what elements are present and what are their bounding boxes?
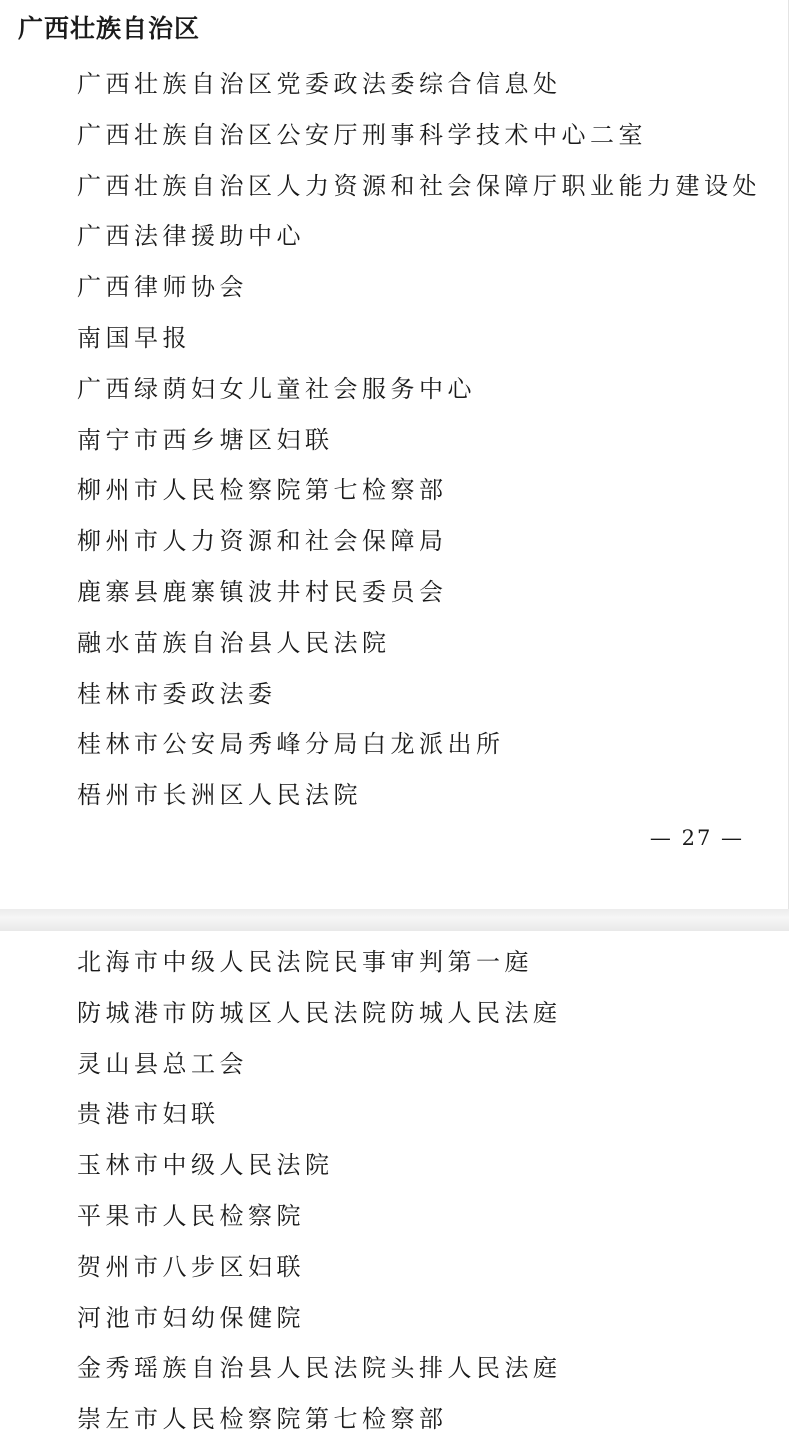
organization-entry: 平果市人民检察院 [77, 1201, 305, 1230]
organization-entry: 梧州市长洲区人民法院 [77, 781, 362, 810]
organization-entry: 鹿寨县鹿寨镇波井村民委员会 [77, 577, 448, 606]
organization-entry: 广西壮族自治区人力资源和社会保障厅职业能力建设处 [77, 171, 761, 200]
organization-entry: 贵港市妇联 [77, 1100, 220, 1129]
organization-entry: 南宁市西乡塘区妇联 [77, 425, 334, 454]
organization-entry: 柳州市人力资源和社会保障局 [77, 527, 448, 556]
organization-entry: 贺州市八步区妇联 [77, 1252, 305, 1281]
organization-entry: 广西壮族自治区党委政法委综合信息处 [77, 70, 562, 98]
organization-entry: 灵山县总工会 [77, 1049, 248, 1078]
organization-entry: 桂林市公安局秀峰分局白龙派出所 [77, 730, 505, 759]
organization-entry: 防城港市防城区人民法院防城人民法庭 [77, 998, 562, 1027]
organization-entry: 玉林市中级人民法院 [77, 1151, 334, 1180]
organization-entry: 河池市妇幼保健院 [77, 1303, 305, 1332]
organization-entry: 崇左市人民检察院第七检察部 [77, 1405, 448, 1434]
page-separator [0, 909, 789, 931]
organization-entry: 广西律师协会 [77, 273, 248, 302]
organization-entry: 金秀瑶族自治县人民法院头排人民法庭 [77, 1354, 562, 1383]
organization-list-bottom [77, 937, 562, 1445]
organization-entry: 柳州市人民检察院第七检察部 [77, 476, 448, 505]
region-heading: 广西壮族自治区 [18, 14, 201, 43]
organization-list-top [77, 59, 761, 821]
organization-entry: 桂林市委政法委 [77, 679, 277, 708]
organization-entry: 南国早报 [77, 323, 191, 352]
organization-entry: 广西绿荫妇女儿童社会服务中心 [77, 374, 476, 403]
organization-entry: 融水苗族自治县人民法院 [77, 628, 391, 657]
page-number: — 27 — [649, 826, 744, 850]
organization-entry: 广西法律援助中心 [77, 222, 305, 251]
document-page-bottom [0, 931, 789, 1446]
organization-entry: 北海市中级人民法院民事审判第一庭 [77, 948, 533, 976]
organization-entry: 广西壮族自治区公安厅刑事科学技术中心二室 [77, 120, 647, 149]
